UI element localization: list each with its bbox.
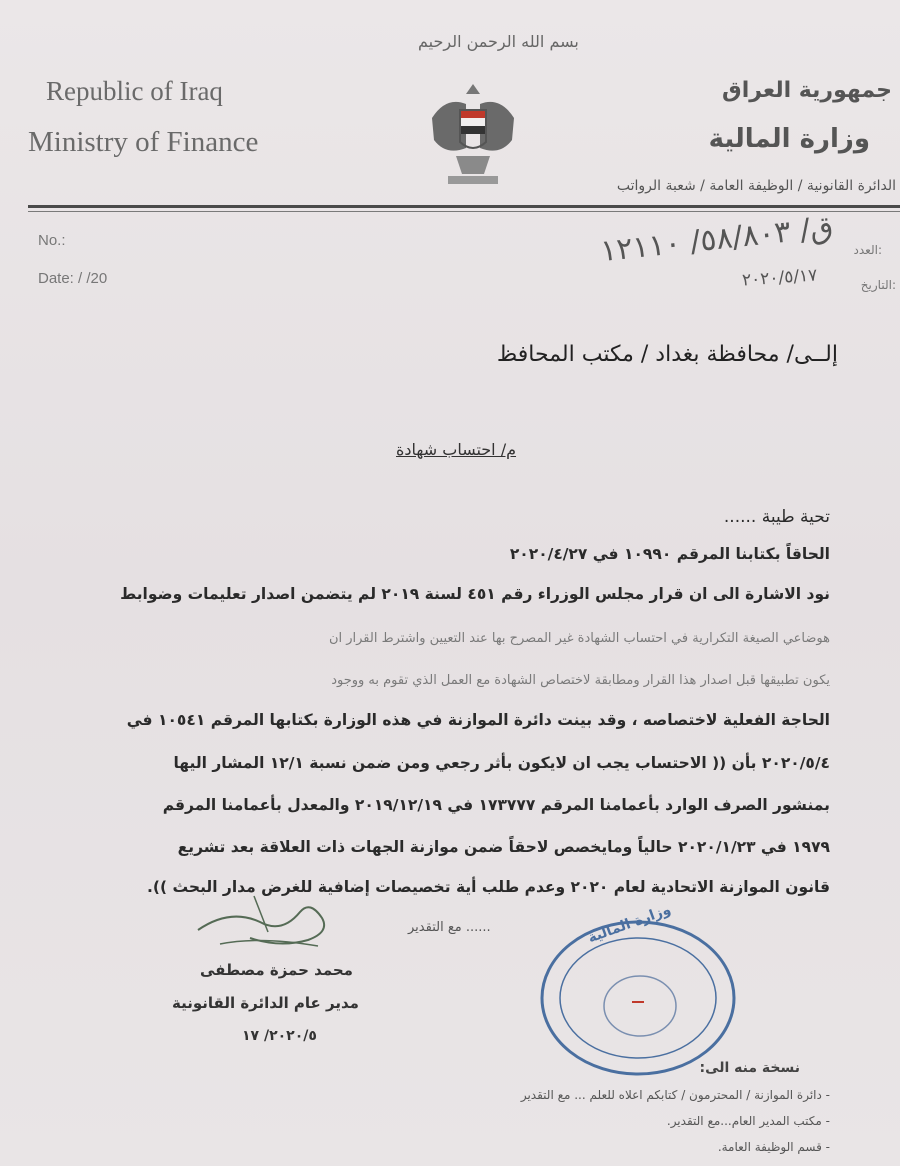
stamp-caption: وزارة المالية [585,901,674,947]
arabic-ministry-heading: وزارة المالية [708,124,870,154]
body-line: قانون الموازنة الاتحادية لعام ٢٠٢٠ وعدم طلب أية تخصيصات إضافية للغرض مدار البحث )). [147,878,830,896]
reference-number: ق/ ٥٨/٨٠٣/ ١٢١١٠ [598,209,836,270]
body-line: بمنشور الصرف الوارد بأعمامنا المرقم ١٧٣٧٧٧ في ٢٠١٩/١٢/١٩ والمعدل بأعمامنا المرقم [162,796,830,814]
english-ministry-heading: Ministry of Finance [28,126,259,158]
arabic-republic-heading: جمهورية العراق [722,78,892,103]
copy-recipient: - مكتب المدير العام...مع التقدير. [666,1114,830,1128]
date-label-ar: التاريخ: [860,278,896,292]
handwritten-signature-icon [190,888,340,958]
greeting: تحية طيبة ...... [723,507,830,527]
signatory-name: محمد حمزة مصطفى [200,961,353,979]
body-line: نود الاشارة الى ان قرار مجلس الوزراء رقم ٤٥١ لسنة ٢٠١٩ لم يتضمن اصدار تعليمات وضوابط [120,585,830,603]
body-line: الحاجة الفعلية لاختصاصه ، وقد بينت دائرة الموازنة في هذه الوزارة بكتابها المرقم ١٠٥٤١ في [126,711,830,729]
copies-heading: نسخة منه الى: [699,1060,800,1076]
body-line: الحاقاً بكتابنا المرقم ١٠٩٩٠ في ٢٠٢٠/٤/٢٧ [509,545,830,563]
header-divider-thin [28,211,900,212]
addressee: إلــى/ محافظة بغداد / مكتب المحافظ [496,342,838,367]
ministry-stamp-icon [528,910,748,1080]
header-divider [28,205,900,208]
body-line: هوضاعي الصيغة التكرارية في احتساب الشهادة غير المصرح بها عند التعيين واشترط القرار ان [328,631,830,646]
reference-label-ar: العدد: [853,243,882,257]
signatory-title: مدير عام الدائرة القانونية [172,994,359,1012]
signature-date: ٢٠٢٠/٥/ ١٧ [242,1028,317,1044]
number-label: No.: [38,232,66,249]
reference-date: ٢٠٢٠/٥/١٧ [741,265,818,291]
iraq-eagle-emblem-icon [426,78,520,190]
closing-regards: ...... مع التقدير [408,920,491,935]
body-line: ١٩٧٩ في ٢٠٢٠/١/٢٣ حالياً ومايخصص لاحقاً ضمن موازنة الجهات ذات العلاقة بعد تشريع [177,838,830,856]
department-path: الدائرة القانونية / الوظيفة العامة / شعبة الرواتب [616,178,896,194]
body-line: ٢٠٢٠/٥/٤ بأن (( الاحتساب يجب ان لايكون بأثر رجعي ومن ضمن نسبة ١٢/١ المشار اليها [173,754,830,772]
english-republic-heading: Republic of Iraq [46,76,223,106]
copy-recipient: - دائرة الموازنة / المحترمون / كتابكم اعلاه للعلم ... مع التقدير [520,1088,830,1102]
copy-recipient: - قسم الوظيفة العامة. [717,1140,830,1154]
basmala-text: بسم الله الرحمن الرحيم [418,32,579,51]
subject-line: م/ احتساب شهادة [396,440,517,459]
date-label: Date: / /20 [38,270,108,287]
body-line: يكون تطبيقها قبل اصدار هذا القرار ومطابقة لاختصاص الشهادة مع العمل الذي تقوم به ووجود [331,673,830,688]
